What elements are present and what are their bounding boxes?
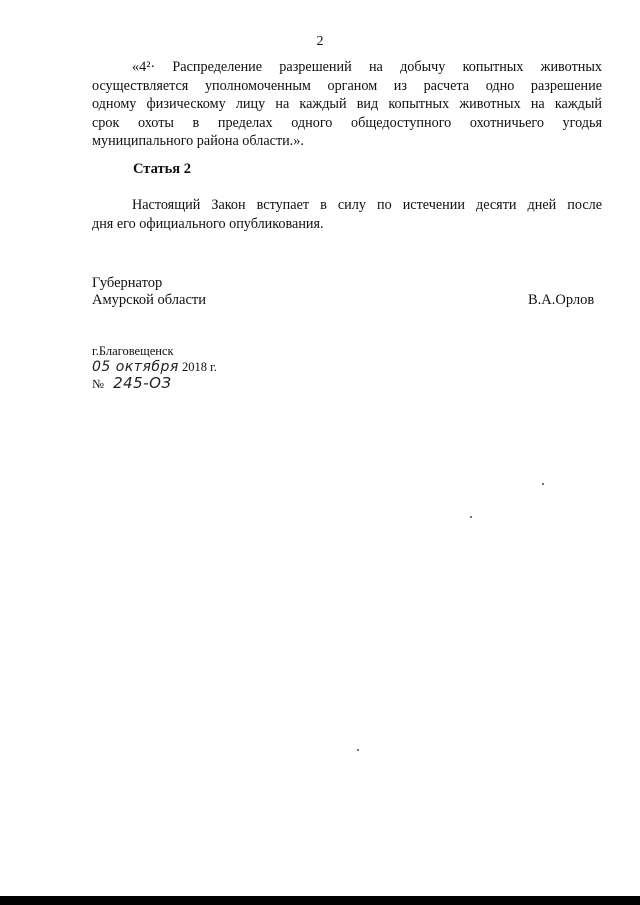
signatory-name: В.А.Орлов: [528, 292, 595, 308]
paragraph-line: осуществляется уполномоченным органом из расчета одно разрешение: [92, 77, 602, 94]
page-number: 2: [316, 34, 324, 49]
paragraph-amendment: [92, 58, 602, 151]
article-heading: Статья 2: [133, 161, 191, 177]
document-meta: [92, 343, 217, 392]
handwritten-date: 05 октября: [92, 359, 179, 375]
scan-edge-bar: [0, 896, 640, 905]
paragraph-line: муниципального района области.».: [92, 133, 304, 149]
scan-speck: [470, 516, 472, 518]
signatory-title-line: Губернатор: [92, 275, 163, 291]
paragraph-effective-date: [92, 196, 602, 233]
signatory-title-line: Амурской области: [92, 292, 206, 308]
signatory-title: [92, 275, 206, 309]
number-prefix: №: [92, 377, 104, 391]
date-line: [92, 359, 217, 375]
paragraph-line: срок охоты в пределах одного общедоступного охотничьего угодья: [92, 114, 602, 131]
scan-speck: [542, 483, 544, 485]
paragraph-line: одному физическому лицу на каждый вид копытных животных на каждый: [92, 96, 602, 112]
paragraph-line: Настоящий Закон вступает в силу по истечении десяти дней после: [132, 197, 602, 213]
paragraph-line: дня его официального опубликования.: [92, 215, 324, 232]
handwritten-number: 245-ОЗ: [113, 374, 172, 392]
scan-speck: [357, 749, 359, 751]
number-line: [92, 375, 217, 392]
paragraph-line: «4²· Распределение разрешений на добычу копытных животных: [132, 59, 602, 75]
city: г.Благовещенск: [92, 344, 174, 358]
year: 2018 г.: [181, 360, 217, 374]
